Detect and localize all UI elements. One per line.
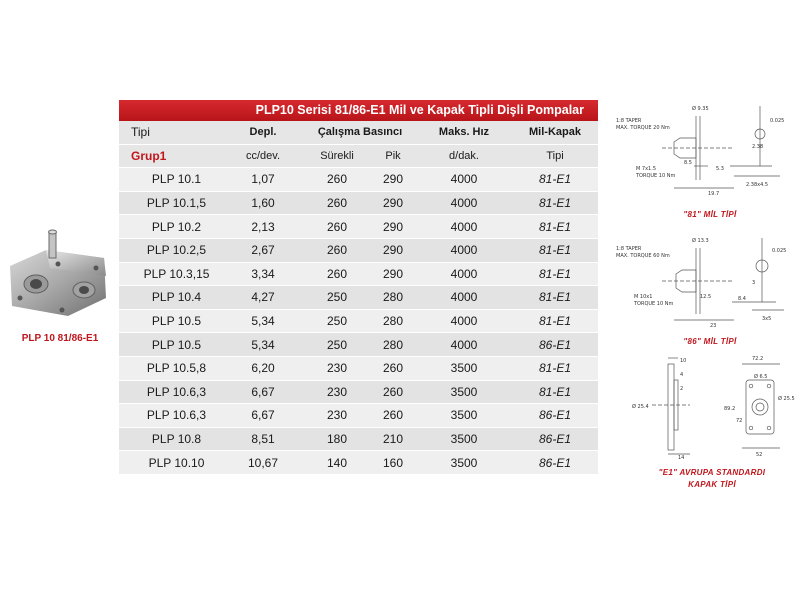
cell-surekli: 260 <box>304 191 370 215</box>
e1-d11: Ø 25.5 <box>778 396 795 402</box>
d86-tol: 0.025 <box>772 248 787 254</box>
cover-e1-caption-1: "E1" AVRUPA STANDARDI <box>658 468 766 477</box>
shaft-81-caption: "81" MİL TİPİ <box>683 210 737 219</box>
d81-keyw: 2.38 <box>752 144 764 150</box>
d81-thread: M 7x1.5 <box>636 166 656 172</box>
table-row <box>119 168 598 192</box>
e1-d10: 52 <box>756 452 763 458</box>
d86-torque-max: MAX. TORQUE 60 Nm <box>616 253 670 259</box>
e1-d4: 14 <box>678 455 685 460</box>
cell-tipi: PLP 10.2 <box>119 215 222 239</box>
cell-hiz: 3500 <box>416 451 512 475</box>
cell-mil-kapak: 81-E1 <box>512 215 598 239</box>
cell-mil-kapak: 81-E1 <box>512 262 598 286</box>
cell-depl: 6,67 <box>222 380 304 404</box>
cell-hiz: 4000 <box>416 309 512 333</box>
cell-mil-kapak: 86-E1 <box>512 404 598 428</box>
d81-len1: 8.5 <box>684 160 692 166</box>
table-row <box>119 286 598 310</box>
e1-d8: 89.2 <box>724 406 736 412</box>
d86-keyw: 3 <box>752 280 756 286</box>
subheader-unit: cc/dev. <box>222 144 304 168</box>
d86-len2: 23 <box>710 323 717 329</box>
cell-tipi: PLP 10.4 <box>119 286 222 310</box>
cell-mil-kapak: 81-E1 <box>512 238 598 262</box>
cell-surekli: 260 <box>304 168 370 192</box>
d81-len3: 5.3 <box>716 166 724 172</box>
cell-depl: 1,07 <box>222 168 304 192</box>
d81-tol: 0.025 <box>770 118 785 124</box>
cell-tipi: PLP 10.1 <box>119 168 222 192</box>
cell-hiz: 4000 <box>416 238 512 262</box>
shaft-86-drawing <box>612 230 798 335</box>
cell-pik: 260 <box>370 404 416 428</box>
cell-hiz: 4000 <box>416 168 512 192</box>
cell-hiz: 3500 <box>416 427 512 451</box>
d86-dia: Ø 13.3 <box>692 238 709 244</box>
header-calisma: Çalışma Basıncı <box>304 121 416 144</box>
cell-tipi: PLP 10.5,8 <box>119 356 222 380</box>
cell-depl: 8,51 <box>222 427 304 451</box>
table-row <box>119 451 598 475</box>
cell-mil-kapak: 81-E1 <box>512 309 598 333</box>
cell-pik: 260 <box>370 380 416 404</box>
cell-surekli: 260 <box>304 215 370 239</box>
cell-mil-kapak: 86-E1 <box>512 427 598 451</box>
cell-hiz: 3500 <box>416 380 512 404</box>
cell-depl: 6,67 <box>222 404 304 428</box>
cell-pik: 290 <box>370 215 416 239</box>
header-tipi: Tipi <box>119 121 222 144</box>
e1-d7: Ø 6.5 <box>754 374 768 380</box>
cell-hiz: 4000 <box>416 333 512 357</box>
cell-depl: 6,20 <box>222 356 304 380</box>
subheader-dak: d/dak. <box>416 144 512 168</box>
cell-depl: 2,67 <box>222 238 304 262</box>
cell-pik: 280 <box>370 333 416 357</box>
cell-tipi: PLP 10.5 <box>119 309 222 333</box>
cell-depl: 4,27 <box>222 286 304 310</box>
header-depl: Depl. <box>222 121 304 144</box>
cell-depl: 10,67 <box>222 451 304 475</box>
cell-pik: 280 <box>370 286 416 310</box>
cell-tipi: PLP 10.6,3 <box>119 380 222 404</box>
cell-surekli: 140 <box>304 451 370 475</box>
cell-surekli: 250 <box>304 309 370 333</box>
cell-surekli: 250 <box>304 286 370 310</box>
cell-depl: 2,13 <box>222 215 304 239</box>
group-label: Grup1 <box>119 144 222 168</box>
cell-pik: 280 <box>370 309 416 333</box>
d81-dia: Ø 9.35 <box>692 106 709 112</box>
cell-tipi: PLP 10.2,5 <box>119 238 222 262</box>
cell-surekli: 180 <box>304 427 370 451</box>
e1-d6: 72.2 <box>752 356 764 362</box>
d81-taper: 1:8 TAPER <box>616 118 642 124</box>
cell-depl: 5,34 <box>222 333 304 357</box>
e1-d1: 10 <box>680 358 687 364</box>
subheader-row <box>119 144 598 168</box>
cell-depl: 3,34 <box>222 262 304 286</box>
e1-d2: 4 <box>680 372 684 378</box>
table-row <box>119 356 598 380</box>
table-row <box>119 309 598 333</box>
d86-torque: TORQUE 10 Nm <box>634 301 674 307</box>
cell-hiz: 4000 <box>416 262 512 286</box>
table-row <box>119 333 598 357</box>
cell-hiz: 4000 <box>416 286 512 310</box>
cell-pik: 290 <box>370 191 416 215</box>
d81-torque-max: MAX. TORQUE 20 Nm <box>616 125 670 131</box>
table-row <box>119 215 598 239</box>
product-caption: PLP 10 81/86-E1 <box>21 333 99 344</box>
cell-tipi: PLP 10.5 <box>119 333 222 357</box>
shaft-86-caption: "86" MİL TİPİ <box>683 337 737 346</box>
cell-hiz: 3500 <box>416 404 512 428</box>
table-row <box>119 262 598 286</box>
cell-pik: 260 <box>370 356 416 380</box>
cell-surekli: 250 <box>304 333 370 357</box>
e1-d9: 72 <box>736 418 743 424</box>
subheader-surekli: Sürekli <box>304 144 370 168</box>
cell-mil-kapak: 86-E1 <box>512 333 598 357</box>
cell-tipi: PLP 10.10 <box>119 451 222 475</box>
cell-surekli: 230 <box>304 356 370 380</box>
shaft-81-drawing <box>612 96 798 206</box>
cell-pik: 160 <box>370 451 416 475</box>
d86-taper: 1:8 TAPER <box>616 246 642 252</box>
cell-surekli: 230 <box>304 404 370 428</box>
subheader-tipi: Tipi <box>512 144 598 168</box>
cell-surekli: 260 <box>304 262 370 286</box>
cell-tipi: PLP 10.8 <box>119 427 222 451</box>
table-row <box>119 404 598 428</box>
cell-depl: 5,34 <box>222 309 304 333</box>
table-row <box>119 427 598 451</box>
cell-mil-kapak: 81-E1 <box>512 286 598 310</box>
d81-len2: 19.7 <box>708 191 720 197</box>
cell-mil-kapak: 81-E1 <box>512 380 598 404</box>
d81-torque: TORQUE 10 Nm <box>636 173 676 179</box>
table-row <box>119 380 598 404</box>
cell-surekli: 230 <box>304 380 370 404</box>
e1-d3: 2 <box>680 386 684 392</box>
table-row <box>119 238 598 262</box>
cell-pik: 210 <box>370 427 416 451</box>
cell-depl: 1,60 <box>222 191 304 215</box>
cell-tipi: PLP 10.1,5 <box>119 191 222 215</box>
header-row <box>119 121 598 144</box>
cell-mil-kapak: 81-E1 <box>512 356 598 380</box>
cover-e1-drawing <box>612 350 798 460</box>
cover-e1-caption-2: KAPAK TİPİ <box>688 480 736 489</box>
header-mil: Mil-Kapak <box>512 121 598 144</box>
e1-d5: Ø 25.4 <box>632 404 649 410</box>
cell-surekli: 260 <box>304 238 370 262</box>
table-row <box>119 191 598 215</box>
cell-mil-kapak: 86-E1 <box>512 451 598 475</box>
cell-tipi: PLP 10.3,15 <box>119 262 222 286</box>
cell-hiz: 4000 <box>416 191 512 215</box>
cell-mil-kapak: 81-E1 <box>512 191 598 215</box>
d86-key: 3x5 <box>762 316 772 322</box>
d86-len1: 12.5 <box>700 294 712 300</box>
table-title: PLP10 Serisi 81/86-E1 Mil ve Kapak Tipli Dişli Pompalar <box>119 100 598 121</box>
d86-len3: 8.4 <box>738 296 746 302</box>
pump-spec-table <box>119 100 598 475</box>
d86-thread: M 10x1 <box>634 294 653 300</box>
cell-pik: 290 <box>370 238 416 262</box>
d81-key: 2.38x4.5 <box>746 182 769 188</box>
subheader-pik: Pik <box>370 144 416 168</box>
cell-tipi: PLP 10.6,3 <box>119 404 222 428</box>
header-maks: Maks. Hız <box>416 121 512 144</box>
cell-hiz: 4000 <box>416 215 512 239</box>
cell-pik: 290 <box>370 262 416 286</box>
cell-mil-kapak: 81-E1 <box>512 168 598 192</box>
cell-pik: 290 <box>370 168 416 192</box>
cell-hiz: 3500 <box>416 356 512 380</box>
pump-photo <box>6 228 114 326</box>
